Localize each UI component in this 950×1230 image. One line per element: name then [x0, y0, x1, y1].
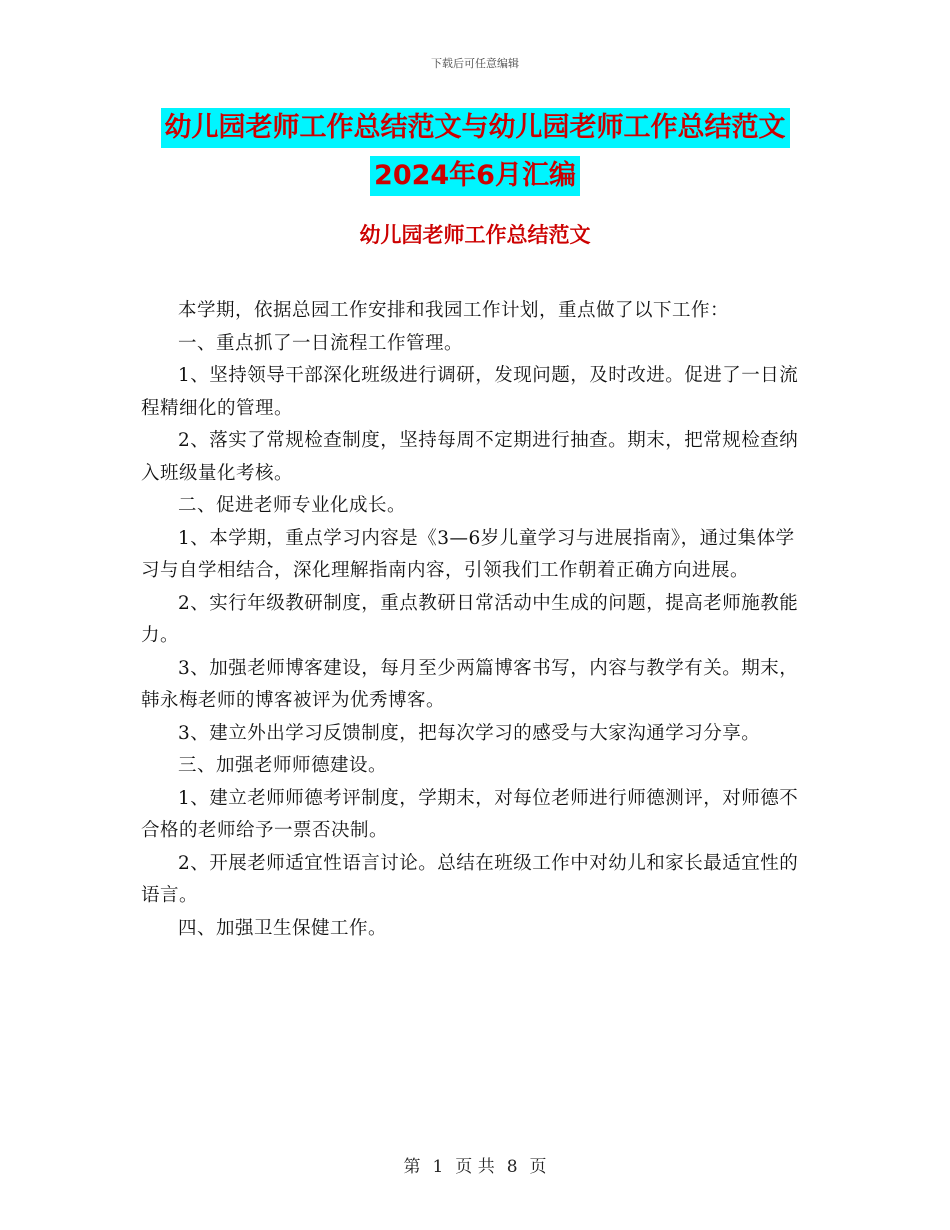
paragraph: 本学期，依据总园工作安排和我园工作计划，重点做了以下工作：: [178, 300, 730, 321]
paragraph: 2、开展老师适宜性语言讨论。总结在班级工作中对幼儿和家长最适宜性的语言。: [141, 852, 799, 906]
total-pages-number: 8: [506, 1157, 518, 1177]
document-body: [141, 295, 809, 945]
paragraph: 3、建立外出学习反馈制度，把每次学习的感受与大家沟通学习分享。: [178, 722, 761, 744]
current-page-number: 1: [432, 1157, 444, 1177]
paragraph: 1、本学期，重点学习内容是《3—6岁儿童学习与进展指南》，通过集体学习与自学相结合，深化理解指南内容，引领我们工作朝着正确方向进展。: [141, 527, 795, 581]
document-title: [0, 108, 950, 196]
paragraph: 2、落实了常规检查制度，坚持每周不定期进行抽查。期末，把常规检查纳入班级量化考核。: [141, 430, 799, 484]
paragraph: 2、实行年级教研制度，重点教研日常活动中生成的问题，提高老师施教能力。: [141, 592, 799, 646]
page-label-prefix: 第: [403, 1157, 421, 1177]
section-title: 幼儿园老师工作总结范文: [359, 223, 591, 247]
page-label-mid: 页 共: [455, 1157, 495, 1177]
paragraph: 三、加强老师师德建设。: [178, 755, 388, 776]
page-label-suffix: 页: [529, 1157, 547, 1177]
page-footer: [0, 1152, 950, 1177]
paragraph: 1、建立老师师德考评制度，学期末，对每位老师进行师德测评，对师德不合格的老师给予一票否决制。: [141, 787, 799, 841]
paragraph: 四、加强卫生保健工作。: [178, 917, 388, 939]
title-line-2: 2024年6月汇编: [370, 156, 580, 196]
paragraph: 一、重点抓了一日流程工作管理。: [178, 332, 464, 354]
paragraph: 3、加强老师博客建设，每月至少两篇博客书写，内容与教学有关。期末，韩永梅老师的博客被评为优秀博客。: [141, 657, 799, 711]
header-note: 下载后可任意编辑: [431, 57, 519, 70]
paragraph: 二、促进老师专业化成长。: [178, 495, 407, 516]
paragraph: 1、坚持领导干部深化班级进行调研，发现问题，及时改进。促进了一日流程精细化的管理。: [141, 365, 799, 419]
title-line-1: 幼儿园老师工作总结范文与幼儿园老师工作总结范文: [161, 108, 790, 148]
